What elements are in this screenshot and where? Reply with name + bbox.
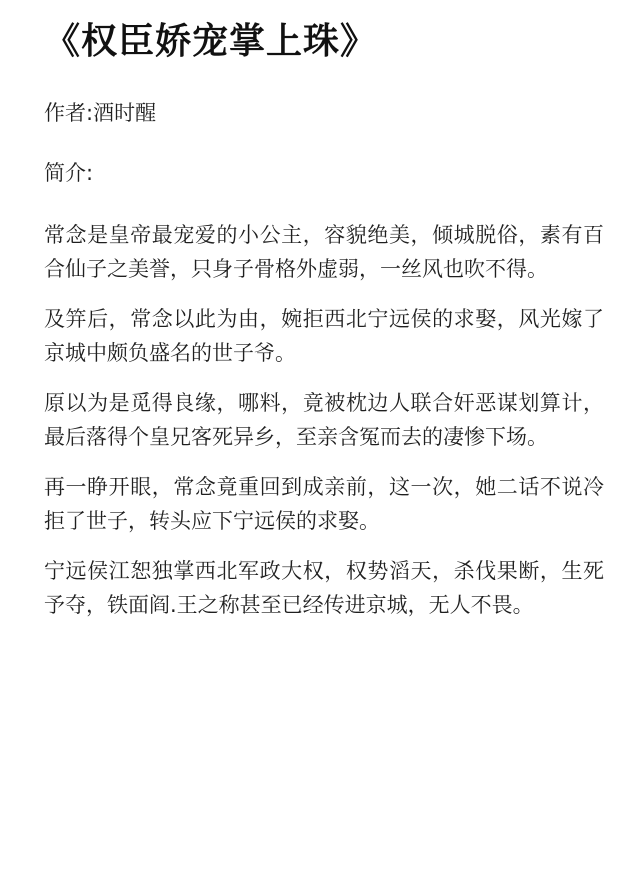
synopsis-paragraph: 原以为是觅得良缘，哪料，竟被枕边人联合奸恶谋划算计，最后落得个皇兄客死异乡，至亲含冤而去的凄惨下场。	[44, 391, 604, 449]
synopsis-body	[44, 218, 604, 622]
author-line: 作者:酒时醒	[44, 101, 157, 125]
synopsis-paragraph: 再一睁开眼，常念竟重回到成亲前，这一次，她二话不说冷拒了世子，转头应下宁远侯的求娶。	[44, 475, 604, 533]
synopsis-paragraph: 宁远侯江恕独掌西北军政大权，权势滔天，杀伐果断，生死予夺，铁面阎.王之称甚至已经传进京城，无人不畏。	[44, 559, 604, 617]
book-title: 《权臣娇宠掌上珠》	[44, 21, 378, 62]
synopsis-paragraph: 常念是皇帝最宠爱的小公主，容貌绝美，倾城脱俗，素有百合仙子之美誉，只身子骨格外虚弱，一丝风也吹不得。	[44, 223, 604, 281]
synopsis-paragraph: 及笄后，常念以此为由，婉拒西北宁远侯的求娶，风光嫁了京城中颇负盛名的世子爷。	[44, 307, 604, 365]
intro-label: 简介:	[44, 161, 94, 185]
